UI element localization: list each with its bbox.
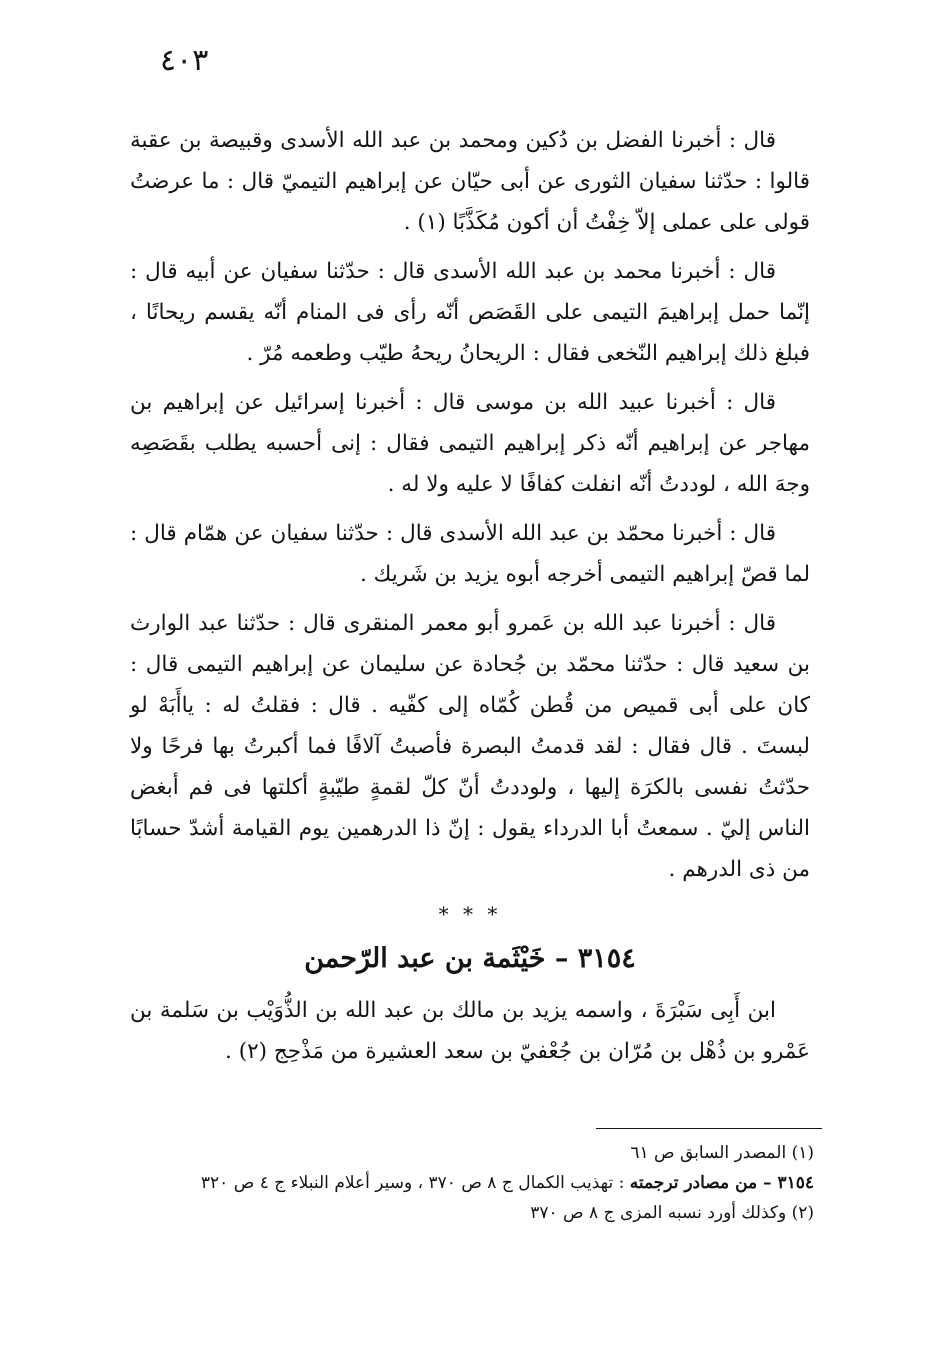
section-separator: * * *: [438, 902, 502, 926]
footnote-1: (١) المصدر السابق ص ٦١: [630, 1143, 814, 1163]
footnote-bio-sources: [130, 1168, 814, 1198]
entry-paragraph: ابن أَبِى سَبْرَةَ ، واسمه يزيد بن مالك بن عبد الله بن الذُّوَيْب بن سَلمة بن عَمْرو بن ذُهْل بن مُرّان بن جُعْفيّ بن سعد العشيرة من مَذْحِج (٢) .: [130, 998, 810, 1064]
page-number: ٤٠٣: [160, 43, 209, 78]
footnotes: [130, 1138, 814, 1228]
footnote-bio-text: : تهذيب الكمال ج ٨ ص ٣٧٠ ، وسير أعلام النبلاء ج ٤ ص ٣٢٠: [200, 1173, 630, 1193]
footnote-2: (٢) وكذلك أورد نسبه المزى ج ٨ ص ٣٧٠: [530, 1203, 814, 1223]
entry-title: ٣١٥٤ – خَيْثَمة بن عبد الرّحمن: [304, 943, 636, 974]
paragraph-5: قال : أخبرنا عبد الله بن عَمرو أبو معمر المنقرى قال : حدّثنا عبد الوارث بن سعيد قال : حدّثنا محمّد بن جُحادة عن سليمان عن إبراهيم التيمى قال : كان على أبى قميص من قُطن كُمّاه إلى كفّيه . قال : فقلتُ له : ياأَبَهْ لو لبستَ . قال فقال : لقد قدمتُ البصرة فأصبتُ آلافًا فما أكبرتُ بها فرحًا ولا حدّثتُ نفسى بالكرَة إليها ، ولوددتُ أنّ كلّ لقمةٍ طيّبةٍ أكلتها فى فم أبغض الناس إليّ . سمعتُ أبا الدرداء يقول : إنّ ذا الدرهمين يوم القيامة أشدّ حسابًا من ذى الدرهم .: [130, 611, 810, 882]
footnote-bio-heading: ٣١٥٤ – من مصادر ترجمته: [629, 1173, 814, 1193]
paragraph-1: قال : أخبرنا الفضل بن دُكين ومحمد بن عبد الله الأسدى وقبيصة بن عقبة قالوا : حدّثنا سفيان الثورى عن أبى حيّان عن إبراهيم التيميّ قال : ما عرضتُ قولى على عملى إلاّ خِفْتُ أن أكون مُكَذَّبًا (١) .: [130, 128, 810, 235]
main-text: [130, 120, 810, 1080]
paragraph-4: قال : أخبرنا محمّد بن عبد الله الأسدى قال : حدّثنا سفيان عن همّام قال : لما قصّ إبراهيم التيمى أخرجه أبوه يزيد بن شَريك .: [130, 521, 810, 587]
paragraph-2: قال : أخبرنا محمد بن عبد الله الأسدى قال : حدّثنا سفيان عن أبيه قال : إنّما حمل إبراهيمَ التيمى على القَصَص أنّه رأى فى المنام أنّه يقسم ريحانًا ، فبلغ ذلك إبراهيم النّخعى فقال : الريحانُ ريحهُ طيّب وطعمه مُرّ .: [130, 259, 810, 366]
footnote-divider: [596, 1128, 822, 1129]
paragraph-3: قال : أخبرنا عبيد الله بن موسى قال : أخبرنا إسرائيل عن إبراهيم بن مهاجر عن إبراهيم أنّه ذكر إبراهيم التيمى فقال : إنى أحسبه يطلب بقَصَصِه وجهَ الله ، لوددتُ أنّه انفلت كفافًا لا عليه ولا له .: [130, 390, 810, 497]
